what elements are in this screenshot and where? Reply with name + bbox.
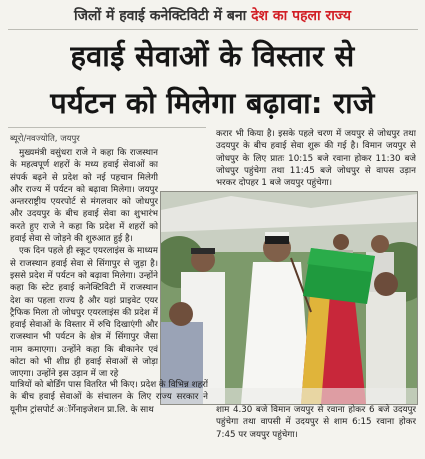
headline-line1: हवाई सेवाओं के विस्तार से bbox=[70, 39, 355, 73]
article-column-right-top bbox=[216, 128, 416, 190]
article-column-bottom-right bbox=[216, 404, 416, 454]
kicker-line bbox=[0, 6, 425, 25]
headline-line2: पर्यटन को मिलेगा बढ़ावा: राजे bbox=[50, 86, 375, 120]
article-paragraph: शाम 4.30 बजे विमान जयपुर से रवाना होकर 6 बजे उदयपुर पहुंचेगा तथा वापसी में उदयपुर से शाम 6:15 रवाना होकर 7:45 पर जयपुर पहुंचेगा। bbox=[216, 405, 416, 440]
divider bbox=[8, 29, 418, 30]
article-paragraph: करार भी किया है। इसके पहले चरण में जयपुर से जोधपुर तथा उदयपुर के बीच हवाई सेवा शुरू की गई है। विमान जयपुर से जोधपुर के लिए प्रातः 10:15 बजे रवाना होकर 11:30 बजे जोधपुर पहुंचेगा तथा 11:45 बजे जोधपुर से वापस उड़ान भरकर दोपहर 1 बजे जयपुर पहुंचेगा। bbox=[216, 129, 416, 189]
byline: ब्यूरो/नवज्योति, जयपुर bbox=[10, 134, 80, 144]
article-column-left bbox=[10, 147, 158, 379]
article-paragraph: मुख्यमंत्री वसुंधरा राजे ने कहा कि राजस्थान के महत्वपूर्ण शहरों के मध्य हवाई सेवाओं का संपर्क बढ़ने से प्रदेश को नई पहचान मिलेगी और राज्य में पर्यटन को बढ़ावा मिलेगा। जयपुर अन्तरराष्ट्रीय एयरपोर्ट से मंगलवार को जोधपुर और उदयपुर के बीच हवाई सेवा का शुभारंभ करते हुए राजे ने कहा कि प्रदेश में शहरों को हवाई सेवा से जोड़ने की शुरुआत हुई है। bbox=[10, 148, 158, 245]
news-photo bbox=[160, 191, 418, 405]
kicker-part2: देश का पहला राज्य bbox=[251, 8, 352, 24]
flag-off-photo-icon bbox=[161, 192, 417, 404]
article-paragraph: एक दिन पहले ही स्कूट एयरलाइंस के माध्यम से राजस्थान हवाई सेवा से सिंगापुर से जुड़ा है। इससे प्रदेश में पर्यटन को बढ़ावा मिलेगा। उन्होंने कहा कि स्टेट हवाई कनेक्टिविटी में राजस्थान देश का पहला राज्य है और यहां प्राइवेट एयर ट्रैफिक मिला तो जोधपुर एयरलाइंस की प्रदेश में हवाई सेवाओं के विस्तार में रुचि दिखाएंगी और राजस्थान भी पर्यटन के क्षेत्र में सिंगापुर जैसा नाम कमाएगा। उन्होंने कहा कि बीकानेर एवं कोटा को भी शीघ्र ही हवाई सेवाओं से जोड़ा जाएगा। उन्होंने इस उड़ान में जा रहे bbox=[10, 246, 158, 379]
article-paragraph: यात्रियों को बोर्डिंग पास वितरित भी किए। प्रदेश के विभिन्न शहरों के बीच हवाई सेवाओं के संचालन के लिए राज्य सरकार ने यूनीम ट्रांसपोर्ट अॉर्गेनाइजेशन प्रा.लि. के साथ bbox=[10, 380, 208, 415]
divider bbox=[8, 127, 206, 128]
kicker-part1: जिलों में हवाई कनेक्टिविटी में बना bbox=[73, 8, 247, 24]
article-column-bottom-left bbox=[10, 379, 208, 453]
